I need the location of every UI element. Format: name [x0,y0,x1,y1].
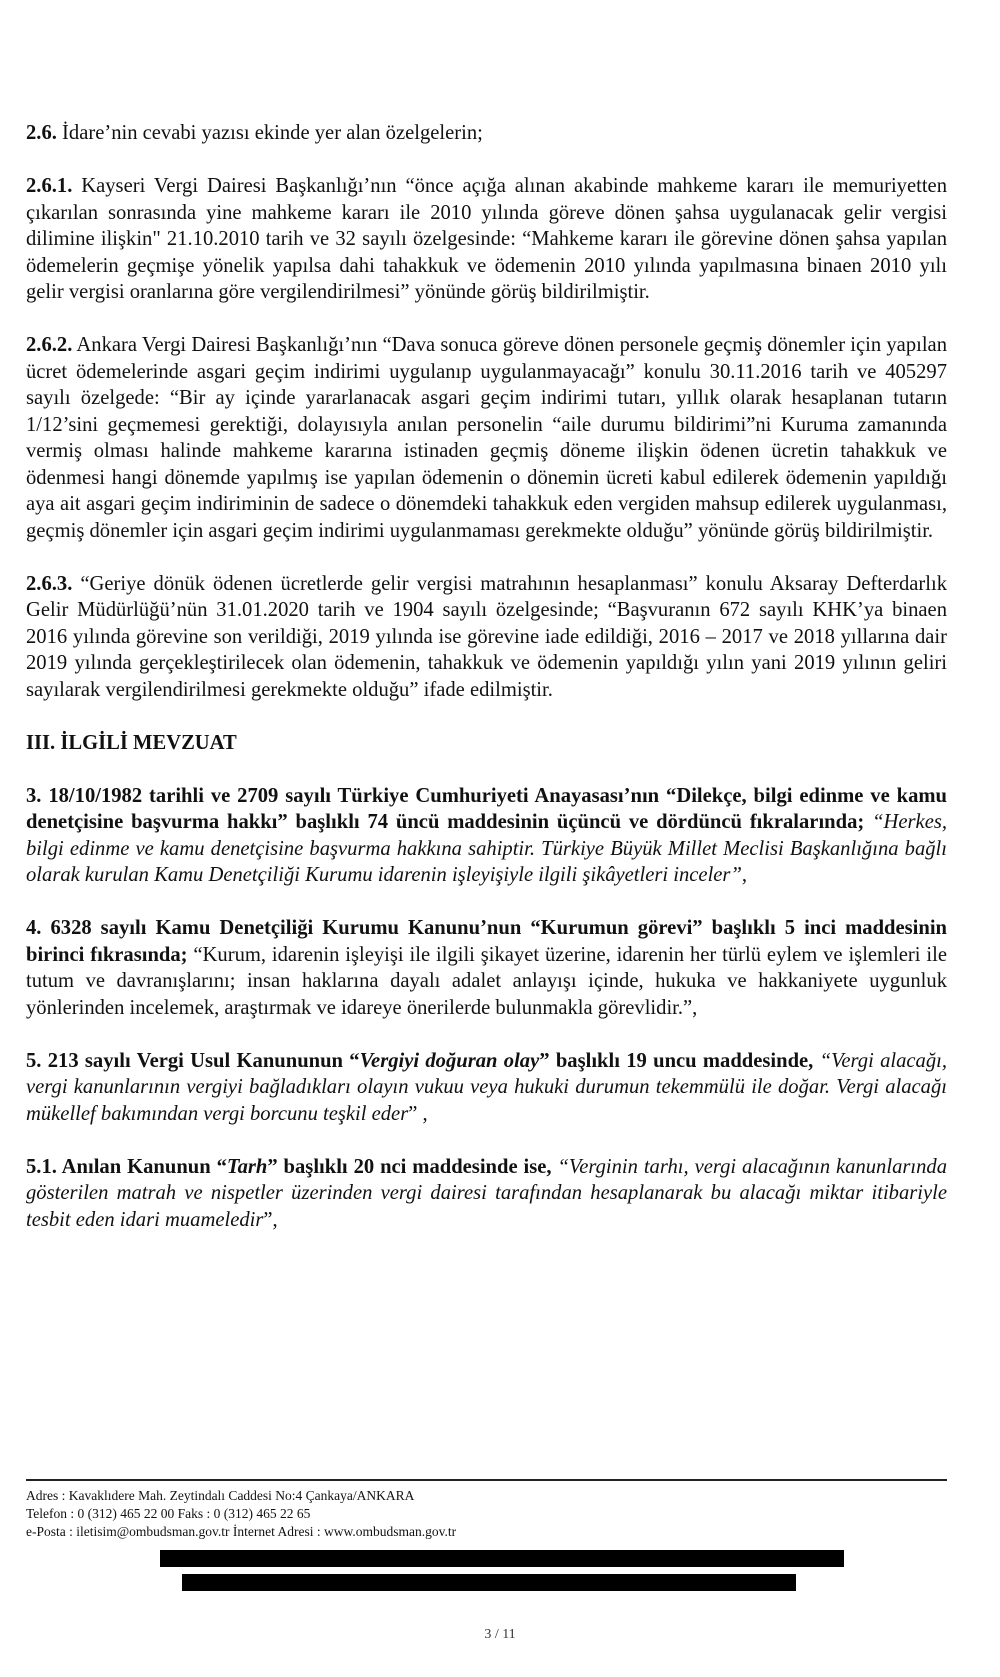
paragraph-2-6-2 [26,332,947,544]
redaction-bar [160,1550,844,1567]
paragraph-lead: 4. 6328 sayılı Kamu Denetçiliği Kurumu Kanunu’nun “Kurumun görevi” başlıklı 5 inci maddesinin birinci fıkrasında; [26,917,947,966]
footer-divider [26,1479,947,1481]
footer-contact [26,1487,947,1541]
paragraph-2-6-3 [26,571,947,704]
paragraph-5: 5. 213 sayılı Vergi Usul Kanununun “Vergiyi doğuran olay” başlıklı 19 uncu maddesinde, “Vergi alacağı, vergi kanunlarının vergiyi bağladıkları olayın vukuu veya hukuki durumun tekemmülü ile doğar. Vergi alacağı mükellef bakımından vergi borcunu teşkil eder” , [26,1049,947,1125]
paragraph-number: 2.6. [26,122,57,144]
footer-email: e-Posta : iletisim@ombudsman.gov.tr İnternet Adresi : www.ombudsman.gov.tr [26,1524,457,1539]
paragraph-5-1: 5.1. Anılan Kanunun “Tarh” başlıklı 20 nci maddesinde ise, “Verginin tarhı, vergi alacağının kanunlarında gösterilen matrah ve nispetler üzerinden vergi dairesi tarafından hesaplanarak bu alacağı miktar itibariyle tesbit eden idari muameledir”, [26,1155,947,1231]
paragraph-number: 2.6.2. [26,334,73,356]
paragraph-text: “Kurum, idarenin işleyişi ile ilgili şikayet üzerine, idarenin her türlü eylem ve işlemleri ile tutum ve davranışlarını; insan haklarına dayalı adalet anlayışı içinde, hukuka ve hakkaniyete uygunluk yönlerinden incelemek, araştırmak ve idareye önerilerde bulunmakla görevlidir.”, [26,943,947,1019]
paragraph-2-6-1 [26,173,947,306]
paragraph-text: “Geriye dönük ödenen ücretlerde gelir vergisi matrahının hesaplanması” konulu Aksaray Defterdarlık Gelir Müdürlüğü’nün 31.01.2020 tarih ve 1904 sayılı özelgesinde; “Başvuranın 672 sayılı KHK’ya binaen 2016 yılında görevine son verildiği, 2019 yılında ise görevine iade edildiği, 2016 – 2017 ve 2018 yıllarına dair 2019 yılında gerçekleştirilecek olan ödemenin, tahakkuk ve ödemenin yapıldığı yılın yani 2019 yılının geliri sayılarak vergilendirilmesi gerekmekte olduğu” ifade edilmiştir. [26,572,947,701]
paragraph-number: 2.6.3. [26,572,73,595]
paragraph-4 [26,915,947,1021]
paragraph-text: İdare’nin cevabi yazısı ekinde yer alan özelgelerin; [56,122,483,144]
redaction-bar [182,1574,796,1591]
paragraph-text: Ankara Vergi Dairesi Başkanlığı’nın “Dava sonuca göreve dönen personele geçmiş dönemler için yapılan ücret ödemelerinde asgari geçim indirimi uygulanıp uygulanmayacağı” konulu 30.11.2016 tarih ve 405297 sayılı özelgede: “Bir ay içinde yararlanacak asgari geçim indirimi tutarı, yıllık olarak hesaplanan tutarın 1/12’sini geçmemesi gerektiği, dolayısıyla anılan personelin “aile durumu bildirimi”ni Kuruma zamanında vermiş olması halinde mahkeme kararına istinaden geçmiş döneme ilişkin ödenen ücretin tahakkuk ve ödenmesi hangi dönemde yapılmış ise yapılan ödemenin o dönemin ücreti kabul edilerek ödemenin yapıldığı aya ait asgari geçim indiriminin de sadece o dönemdeki tahakkuk eden vergiden mahsup edilerek uygulanması, geçmiş dönemler için asgari geçim indirimi uygulanmaması gerekmekte olduğu” yönünde görüş bildirilmiştir. [26,334,947,542]
paragraph-text: Kayseri Vergi Dairesi Başkanlığı’nın “önce açığa alınan akabinde mahkeme kararı ile memuriyetten çıkarılan sonrasında yine mahkeme kararı ile 2010 yılında göreve dönen şahsa uygulanacak gelir vergisi dilimine ilişkin" 21.10.2010 tarih ve 32 sayılı özelgesinde: “Mahkeme kararı ile görevine dönen şahsa yapılan ödemelerin geçmişe yönelik yapılsa dahi tahakkuk ve ödemenin 2010 yılında yapılmasına binaen 2010 yılı gelir vergisi oranlarına göre vergilendirilmesi” yönünde görüş bildirilmiştir. [26,175,947,303]
paragraph-quote: “Vergi alacağı, vergi kanunlarının vergiyi bağladıkları olayın vukuu veya hukuki durumun tekemmülü ile doğar. Vergi alacağı mükellef bakımından vergi borcunu teşkil eder [26,1049,947,1125]
footer-address: Adres : Kavaklıdere Mah. Zeytindalı Caddesi No:4 Çankaya/ANKARA [26,1488,415,1503]
paragraph-quote: “Herkes, bilgi edinme ve kamu denetçisine başvurma hakkına sahiptir. Türkiye Büyük Millet Meclisi Başkanlığına bağlı olarak kurulan Kamu Denetçiliği Kurumu idarenin işleyişiyle ilgili şikâyetleri inceler” [26,811,947,886]
section-heading: III. İLGİLİ MEVZUAT [26,731,237,754]
footer-phone: Telefon : 0 (312) 465 22 00 Faks : 0 (312) 465 22 65 [26,1506,311,1521]
paragraph-quote: “Verginin tarhı, vergi alacağının kanunlarında gösterilen matrah ve nispetler üzerinden vergi dairesi tarafından hesaplanarak bu alacağı miktar itibariyle tesbit eden idari muameledir [26,1155,947,1231]
paragraph-lead: 3. 18/10/1982 tarihli ve 2709 sayılı Türkiye Cumhuriyeti Anayasası’nın “Dilekçe, bilgi edinme ve kamu denetçisine başvurma hakkı” başlıklı 74 üncü maddesinin üçüncü ve dördüncü fıkralarında; [26,784,947,833]
paragraph-number: 2.6.1. [26,175,73,197]
page-number: 3 / 11 [484,1627,516,1642]
document-body [26,120,947,1260]
paragraph-2-6 [26,120,947,147]
paragraph-3: 3. 18/10/1982 tarihli ve 2709 sayılı Türkiye Cumhuriyeti Anayasası’nın “Dilekçe, bilgi edinme ve kamu denetçisine başvurma hakkı” başlıklı 74 üncü maddesinin üçüncü ve dördüncü fıkralarında; “Herkes, bilgi edinme ve kamu denetçisine başvurma hakkına sahiptir. Türkiye Büyük Millet Meclisi Başkanlığına bağlı olarak kurulan Kamu Denetçiliği Kurumu idarenin işleyişiyle ilgili şikâyetleri inceler”, [26,784,947,886]
